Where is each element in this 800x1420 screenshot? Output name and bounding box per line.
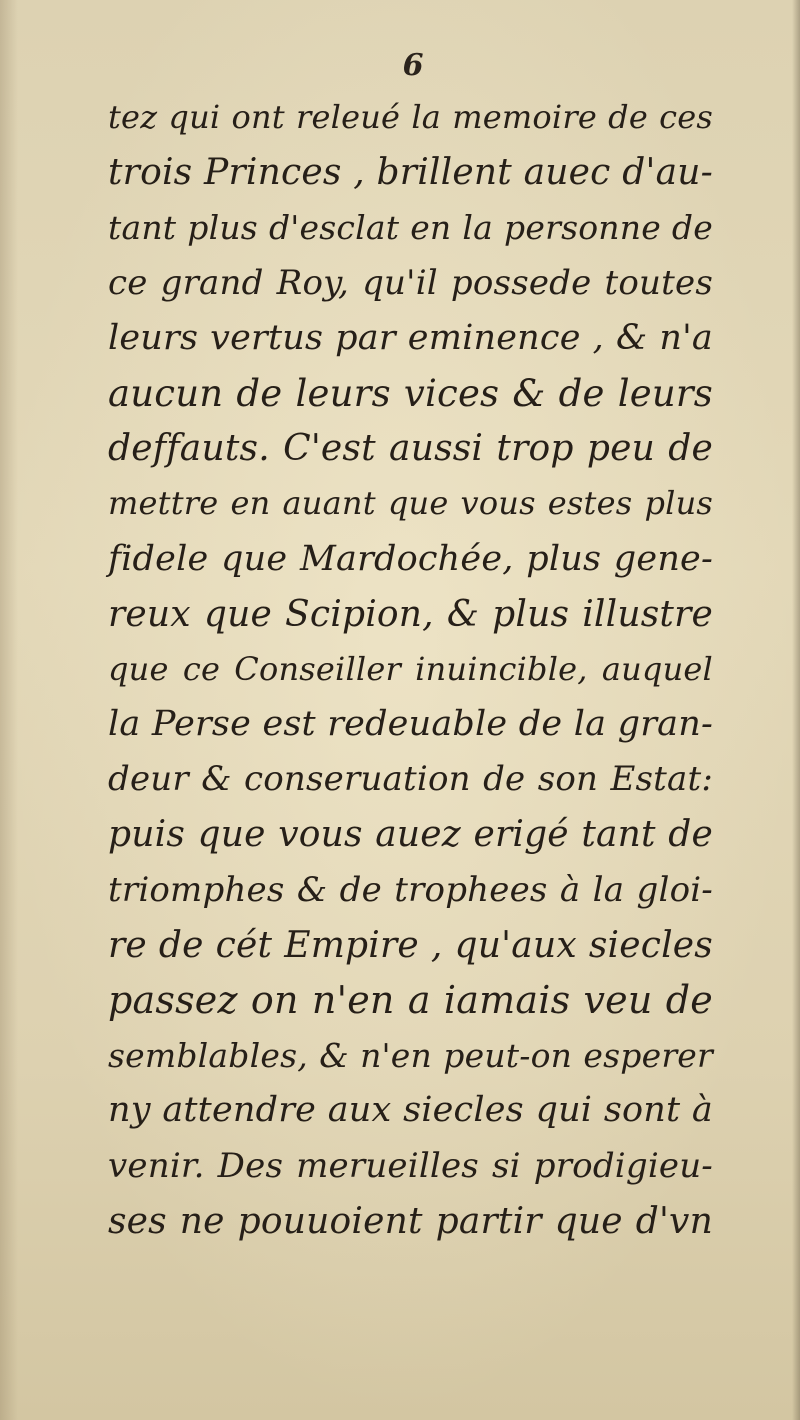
text-line: re de cét Empire , qu'aux siecles [108,924,713,966]
text-line: deffauts. C'est aussi trop peu de [108,428,713,470]
text-block [108,90,713,1249]
text-line: aucun de leurs vices & de leurs [108,371,713,415]
text-line: puis que vous auez erigé tant de [108,814,713,856]
page-shadow-left [0,0,18,1420]
text-line: deur & conseruation de son Estat: [108,759,713,800]
text-line: la Perse est redeuable de la gran- [108,704,713,745]
text-line: leurs vertus par eminence , & n'a [108,317,713,358]
text-line: mettre en auant que vous estes plus [108,484,713,523]
text-line: venir. Des merueilles si prodigieu- [108,1145,713,1186]
text-line: ses ne pouuoient partir que d'vn [108,1200,713,1242]
page-shadow-right [792,0,800,1420]
text-line: ny attendre aux siecles qui sont à [108,1090,713,1131]
text-line: trois Princes , brillent auec d'au- [108,152,713,194]
text-line: tant plus d'esclat en la personne de [108,208,713,248]
page-number: 6 [402,48,424,83]
text-line: fidele que Mardochée, plus gene- [108,538,713,579]
text-line: que ce Conseiller inuincible, auquel [108,649,713,688]
text-line: passez on n'en a iamais veu de [108,978,713,1022]
text-line: ce grand Roy, qu'il possede toutes [108,262,713,303]
text-line: tez qui ont releué la memoire de ces [108,98,713,136]
text-line: semblables, & n'en peut-on esperer [108,1036,713,1076]
text-line: triomphes & de trophees à la gloi- [108,869,713,910]
text-line: reux que Scipion, & plus illustre [108,593,713,635]
